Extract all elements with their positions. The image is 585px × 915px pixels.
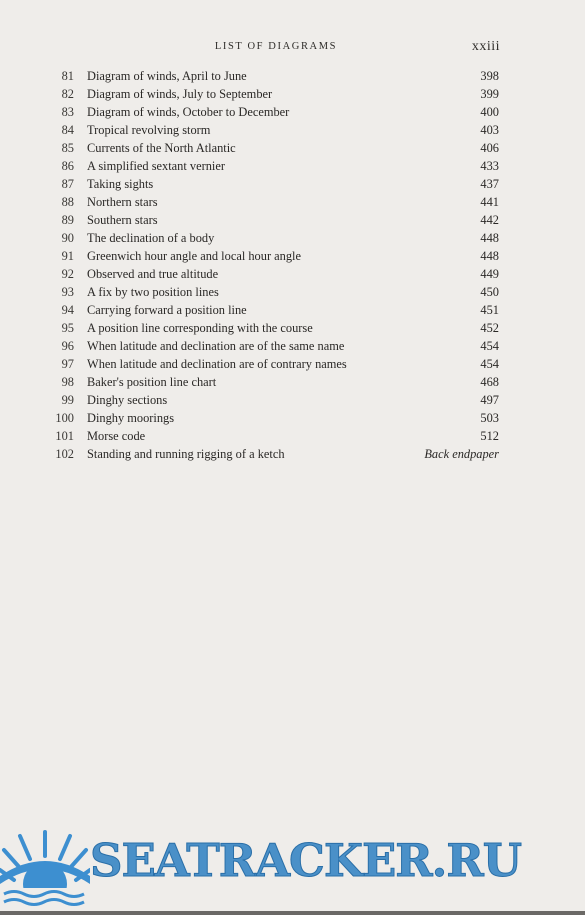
diagram-title: When latitude and declination are of the same name: [87, 339, 345, 353]
diagram-title: Dinghy sections: [87, 393, 168, 407]
diagram-page: 512: [480, 429, 499, 443]
diagram-page: 442: [480, 213, 499, 227]
diagram-title: Greenwich hour angle and local hour angle: [87, 249, 301, 263]
diagram-title: When latitude and declination are of contrary names: [87, 357, 347, 371]
diagram-page: 454: [480, 339, 499, 353]
list-item: [0, 85, 585, 103]
list-item: [0, 409, 585, 427]
list-item: [0, 157, 585, 175]
list-item: [0, 283, 585, 301]
page-number: xxiii: [471, 39, 500, 54]
diagram-number: 86: [61, 159, 74, 173]
list-item: [0, 373, 585, 391]
diagram-page: 452: [480, 321, 499, 335]
diagram-title: Taking sights: [87, 177, 154, 191]
diagram-page: 448: [480, 231, 499, 245]
diagram-page: 450: [480, 285, 499, 299]
diagram-number: 87: [61, 177, 74, 191]
diagram-page: 451: [480, 303, 499, 317]
diagram-page: 468: [480, 375, 499, 389]
list-item: [0, 211, 585, 229]
diagram-page: 503: [480, 411, 499, 425]
diagram-number: 96: [61, 339, 74, 353]
diagram-title: Standing and running rigging of a ketch: [87, 447, 285, 461]
diagram-title: Northern stars: [87, 195, 158, 209]
list-item: [0, 229, 585, 247]
diagram-page: 403: [480, 123, 499, 137]
diagram-number: 102: [55, 447, 74, 461]
list-item: [0, 121, 585, 139]
list-item: [0, 427, 585, 445]
diagram-number: 91: [61, 249, 74, 263]
list-item: [0, 139, 585, 157]
diagram-title: A fix by two position lines: [87, 285, 219, 299]
diagram-title: Diagram of winds, July to September: [87, 87, 273, 101]
sun-icon: [0, 826, 90, 915]
diagram-title: Observed and true altitude: [87, 267, 219, 281]
diagram-number: 99: [61, 393, 74, 407]
diagram-page: Back endpaper: [424, 447, 499, 461]
diagram-number: 101: [55, 429, 74, 443]
list-item: [0, 103, 585, 121]
scan-edge: [0, 911, 585, 915]
diagram-title: Southern stars: [87, 213, 158, 227]
list-item: [0, 445, 585, 463]
diagram-number: 90: [61, 231, 74, 245]
diagram-title: Diagram of winds, October to December: [87, 105, 290, 119]
list-item: [0, 175, 585, 193]
page-title: LIST OF DIAGRAMS: [214, 41, 338, 52]
diagram-title: Carrying forward a position line: [87, 303, 247, 317]
diagram-number: 95: [61, 321, 74, 335]
diagram-title: Morse code: [87, 429, 146, 443]
diagram-number: 84: [61, 123, 74, 137]
list-item: [0, 355, 585, 373]
list-item: [0, 67, 585, 85]
list-item: [0, 265, 585, 283]
list-item: [0, 391, 585, 409]
diagram-title: Tropical revolving storm: [87, 123, 211, 137]
diagram-title: The declination of a body: [87, 231, 215, 245]
diagram-page: 406: [480, 141, 499, 155]
diagram-number: 92: [61, 267, 74, 281]
diagram-number: 82: [61, 87, 74, 101]
diagram-page: 441: [480, 195, 499, 209]
list-item: [0, 337, 585, 355]
diagram-number: 89: [61, 213, 74, 227]
diagram-number: 88: [61, 195, 74, 209]
diagram-title: Diagram of winds, April to June: [87, 69, 247, 83]
watermark: [0, 826, 585, 915]
diagram-page: 399: [480, 87, 499, 101]
diagram-page: 437: [480, 177, 499, 191]
diagram-number: 98: [61, 375, 74, 389]
diagram-number: 94: [61, 303, 74, 317]
diagram-number: 100: [55, 411, 74, 425]
diagram-page: 448: [480, 249, 499, 263]
diagram-number: 93: [61, 285, 74, 299]
diagram-title: A simplified sextant vernier: [87, 159, 225, 173]
watermark-text: SEATRACKER.RU: [90, 834, 521, 887]
diagram-page: 433: [480, 159, 499, 173]
list-item: [0, 301, 585, 319]
diagram-number: 81: [61, 69, 74, 83]
diagram-page: 497: [480, 393, 499, 407]
diagram-title: A position line corresponding with the course: [87, 321, 313, 335]
diagram-page: 400: [480, 105, 499, 119]
diagram-page: 398: [480, 69, 499, 83]
diagram-page: 454: [480, 357, 499, 371]
diagram-number: 85: [61, 141, 74, 155]
diagram-title: Dinghy moorings: [87, 411, 175, 425]
list-item: [0, 319, 585, 337]
diagram-number: 83: [61, 105, 74, 119]
diagram-page: 449: [480, 267, 499, 281]
diagram-number: 97: [61, 357, 74, 371]
list-item: [0, 247, 585, 265]
diagram-title: Currents of the North Atlantic: [87, 141, 236, 155]
diagram-title: Baker's position line chart: [87, 375, 217, 389]
list-item: [0, 193, 585, 211]
